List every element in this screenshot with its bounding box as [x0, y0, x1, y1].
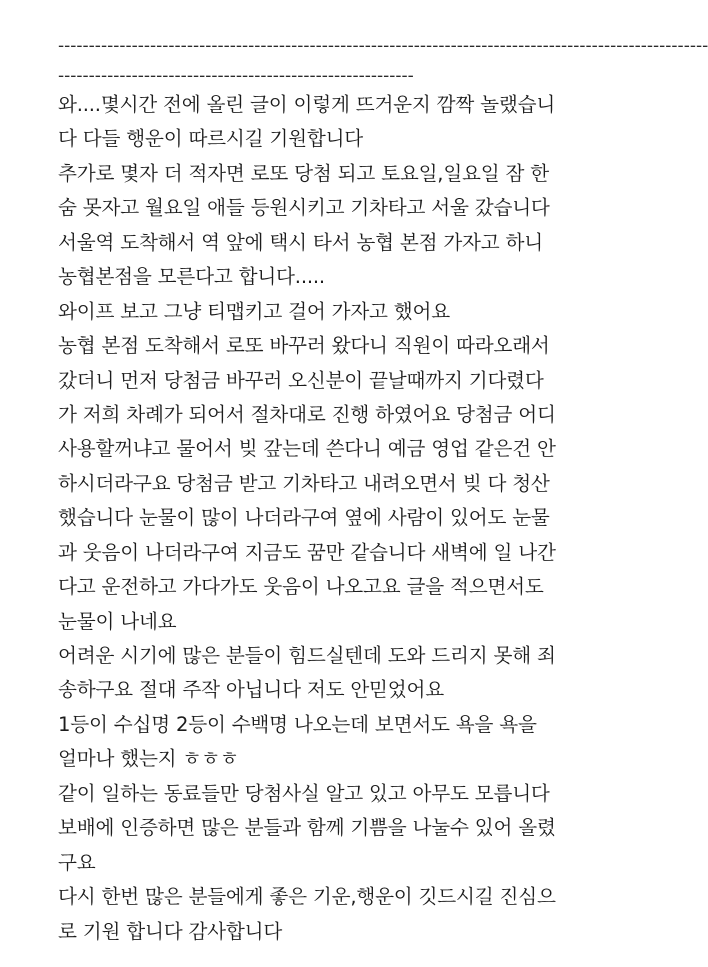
text-line: 농협 본점 도착해서 로또 바꾸러 왔다니 직원이 따라오래서: [58, 334, 550, 358]
text-line: 갔더니 먼저 당첨금 바꾸러 오신분이 끝날때까지 기다렸다: [58, 368, 544, 392]
text-line: 얼마나 했는지 ㅎㅎㅎ: [58, 747, 239, 771]
text-line: 와이프 보고 그냥 티맵키고 걸어 가자고 했어요: [58, 299, 450, 323]
dashed-separator-top: ----------------------------------------------------------------------------------------------------------: [58, 36, 708, 56]
text-line: 숨 못자고 월요일 애들 등원시키고 기차타고 서울 갔습니다: [58, 196, 550, 220]
dashed-separator-second: ----------------------------------------------------------: [58, 66, 414, 86]
text-line: 1등이 수십명 2등이 수백명 나오는데 보면서도 욕을 욕을: [58, 712, 537, 736]
text-line: 추가로 몇자 더 적자면 로또 당첨 되고 토요일,일요일 잠 한: [58, 161, 550, 185]
text-line: 하시더라구요 당첨금 받고 기차타고 내려오면서 빚 다 청산: [58, 471, 550, 495]
text-line: 했습니다 눈물이 많이 나더라구여 옆에 사람이 있어도 눈물: [58, 506, 550, 530]
text-line: 송하구요 절대 주작 아닙니다 저도 안믿었어요: [58, 678, 444, 702]
text-line: 눈물이 나네요: [58, 609, 177, 633]
text-line: 서울역 도착해서 역 앞에 택시 타서 농협 본점 가자고 하니: [58, 230, 543, 254]
text-line: 구요: [58, 850, 96, 874]
text-line: 다시 한번 많은 분들에게 좋은 기운,행운이 깃드시길 진심으: [58, 885, 556, 909]
text-line: 보배에 인증하면 많은 분들과 함께 기쁨을 나눌수 있어 올렸: [58, 816, 556, 840]
text-line: 다 다들 행운이 따르시길 기원합니다: [58, 127, 364, 151]
text-line: 어려운 시기에 많은 분들이 힘드실텐데 도와 드리지 못해 죄: [58, 644, 556, 667]
text-line: 과 웃음이 나더라구여 지금도 꿈만 같습니다 새벽에 일 나간: [58, 540, 556, 564]
text-line: 가 저희 차례가 되어서 절차대로 진행 하였어요 당첨금 어디: [58, 402, 556, 426]
post-body: [58, 88, 588, 949]
text-line: 농협본점을 모른다고 합니다.....: [58, 265, 325, 289]
text-line: 와....몇시간 전에 올린 글이 이렇게 뜨거운지 깜짝 놀랬습니: [58, 93, 556, 116]
text-line: 같이 일하는 동료들만 당첨사실 알고 있고 아무도 모릅니다: [58, 781, 550, 805]
text-line: 로 기원 합니다 감사합니다: [58, 919, 283, 943]
text-line: 사용할꺼냐고 물어서 빚 갚는데 쓴다니 예금 영업 같은건 안: [58, 437, 556, 461]
text-line: 다고 운전하고 가다가도 웃음이 나오고요 글을 적으면서도: [58, 575, 544, 599]
